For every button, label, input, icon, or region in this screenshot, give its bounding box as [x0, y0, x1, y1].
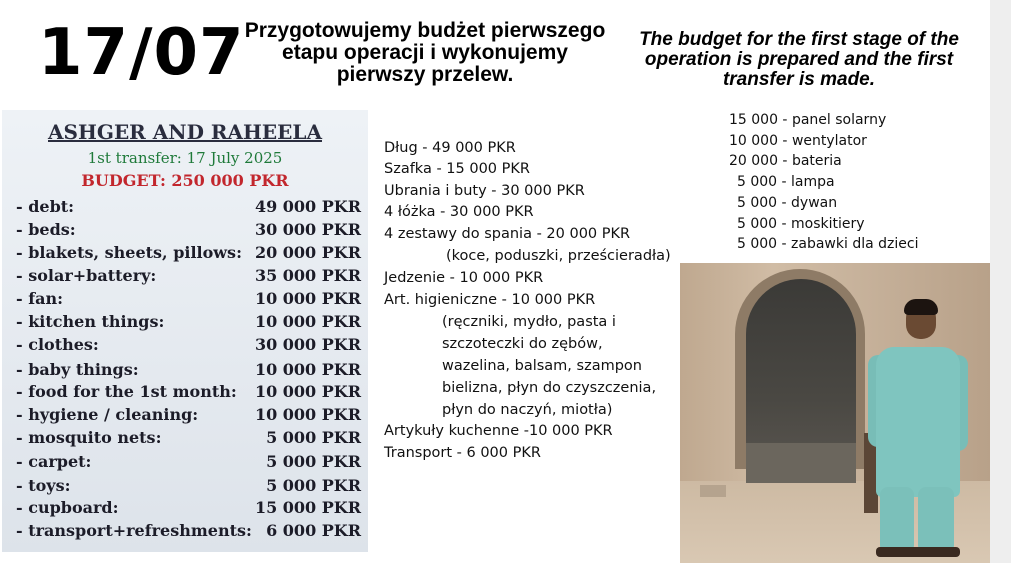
board-item-label: - debt:: [16, 197, 75, 216]
list-item-detail: bielizna, płyn do czyszczenia,: [442, 380, 657, 396]
list-item-detail: (ręczniki, mydło, pasta i: [442, 314, 616, 330]
board-item-value: 6 000 PKR: [266, 521, 361, 540]
board-item-value: 10 000 PKR: [254, 382, 361, 401]
heading-polish-line: pierwszy przelew.: [336, 63, 514, 86]
list-item: 4 zestawy do spania - 20 000 PKR: [384, 226, 631, 242]
man-in-front-of-house-photo: [680, 263, 990, 563]
heading-english-line: The budget for the first stage of the: [639, 29, 959, 50]
board-item-label: - beds:: [16, 220, 76, 239]
board-item-label: - kitchen things:: [16, 312, 165, 331]
list-item: 5 000 - dywan: [737, 195, 838, 211]
list-item: Artykuły kuchenne -10 000 PKR: [384, 423, 613, 439]
board-item-label: - hygiene / cleaning:: [16, 405, 199, 424]
board-item: [16, 312, 361, 335]
list-item: Art. higieniczne - 10 000 PKR: [384, 292, 596, 308]
board-item-value: 10 000 PKR: [254, 312, 361, 331]
board-budget: BUDGET: 250 000 PKR: [81, 171, 289, 190]
budget-board-photo: [2, 110, 368, 552]
board-item-label: - solar+battery:: [16, 266, 157, 285]
board-item-value: 5 000 PKR: [266, 452, 361, 471]
list-item: Dług - 49 000 PKR: [384, 140, 516, 156]
list-item: 15 000 - panel solarny: [729, 112, 887, 128]
heading-english: [628, 30, 970, 90]
board-item-value: 10 000 PKR: [254, 405, 361, 424]
board-item: [16, 266, 361, 289]
board-item-value: 20 000 PKR: [254, 243, 361, 262]
board-item: [16, 289, 361, 312]
list-item: 4 łóżka - 30 000 PKR: [384, 204, 534, 220]
board-item: [16, 360, 361, 383]
side-margin: [990, 0, 1011, 563]
list-item: 5 000 - lampa: [737, 174, 835, 190]
board-item-value: 30 000 PKR: [254, 220, 361, 239]
board-item-label: - clothes:: [16, 335, 99, 354]
list-item-detail: szczoteczki do zębów,: [442, 336, 603, 352]
person-feet: [876, 547, 960, 557]
board-item-label: - mosquito nets:: [16, 428, 162, 447]
list-item: Transport - 6 000 PKR: [384, 445, 541, 461]
list-item: 5 000 - moskitiery: [737, 216, 865, 232]
board-item-label: - food for the 1st month:: [16, 382, 237, 401]
board-item: [16, 452, 361, 475]
board-item: [16, 498, 361, 521]
board-item-label: - toys:: [16, 476, 71, 495]
list-item: 5 000 - zabawki dla dzieci: [737, 236, 919, 252]
heading-english-line: transfer is made.: [722, 69, 876, 90]
board-item: [16, 243, 361, 266]
board-item: [16, 220, 361, 243]
board-item: [16, 476, 361, 499]
person-leg: [880, 487, 914, 553]
board-subtitle: 1st transfer: 17 July 2025: [87, 149, 283, 167]
board-item-value: 10 000 PKR: [254, 360, 361, 379]
board-item-label: - fan:: [16, 289, 63, 308]
doorway-floor: [746, 443, 856, 483]
list-item: 20 000 - bateria: [729, 153, 842, 169]
board-item-value: 30 000 PKR: [254, 335, 361, 354]
heading-polish-line: Przygotowujemy budżet pierwszego: [244, 19, 606, 42]
board-item-value: 35 000 PKR: [254, 266, 361, 285]
board-item: [16, 521, 361, 544]
list-item-detail: wazelina, balsam, szampon: [442, 358, 642, 374]
board-item-value: 5 000 PKR: [266, 428, 361, 447]
list-item: 10 000 - wentylator: [729, 133, 867, 149]
person-hair: [904, 299, 938, 315]
list-item: Ubrania i buty - 30 000 PKR: [384, 183, 585, 199]
board-title: ASHGER AND RAHEELA: [48, 120, 322, 144]
heading-polish: [236, 20, 614, 86]
board-item-label: - cupboard:: [16, 498, 119, 517]
person-body: [876, 347, 960, 497]
person-leg: [918, 487, 954, 553]
board-item-value: 15 000 PKR: [254, 498, 361, 517]
date-title: 17/07: [38, 16, 245, 90]
list-item-detail: (koce, poduszki, prześcieradła): [446, 248, 671, 264]
board-item-value: 5 000 PKR: [266, 476, 361, 495]
board-item: [16, 405, 361, 428]
board-item-label: - transport+refreshments:: [16, 521, 252, 540]
board-item-value: 49 000 PKR: [254, 197, 361, 216]
board-item-label: - carpet:: [16, 452, 92, 471]
board-item: [16, 335, 361, 358]
stone: [700, 485, 726, 497]
board-item: [16, 382, 361, 405]
list-item: Szafka - 15 000 PKR: [384, 161, 530, 177]
list-item: Jedzenie - 10 000 PKR: [384, 270, 544, 286]
board-item-label: - baby things:: [16, 360, 139, 379]
board-item-value: 10 000 PKR: [254, 289, 361, 308]
board-item: [16, 428, 361, 451]
heading-polish-line: etapu operacji i wykonujemy: [282, 41, 568, 64]
board-item: [16, 197, 361, 220]
heading-english-line: operation is prepared and the first: [644, 49, 954, 70]
list-item-detail: płyn do naczyń, miotła): [442, 402, 613, 418]
board-item-label: - blakets, sheets, pillows:: [16, 243, 242, 262]
